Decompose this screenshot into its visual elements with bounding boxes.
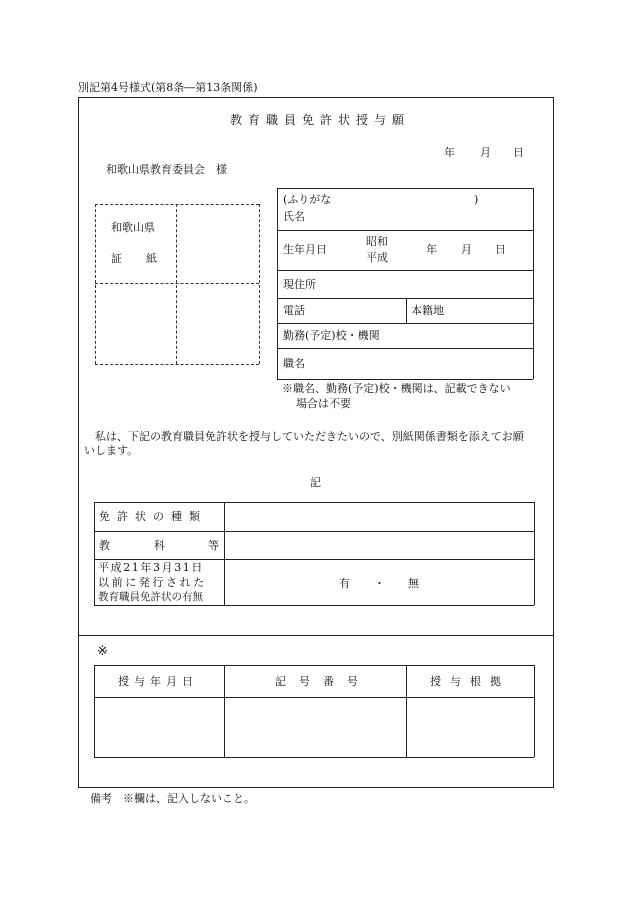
prior-license-label-2: 以前に発行された xyxy=(98,576,207,589)
domicile-label: 本籍地 xyxy=(411,304,444,317)
prior-license-yes: 有 xyxy=(339,577,350,590)
birthdate-label: 生年月日 xyxy=(283,243,327,256)
request-line-2: いします。 xyxy=(84,444,139,457)
date-day-label: 日 xyxy=(513,146,524,159)
addressee: 和歌山県教育委員会 様 xyxy=(106,163,227,176)
position-label: 職名 xyxy=(283,357,305,370)
license-type-label: 免許状の種類 xyxy=(99,510,207,523)
stamp-label-sho: 証 xyxy=(111,252,122,265)
grant-basis-header: 授与根拠 xyxy=(430,675,510,688)
stamp-label-prefecture: 和歌山県 xyxy=(111,221,155,234)
furigana-close-label: ) xyxy=(474,193,479,206)
era-heisei-label: 平成 xyxy=(366,251,388,264)
note-line-2: 場合は不要 xyxy=(296,397,351,410)
address-label: 現住所 xyxy=(283,278,316,291)
name-label: 氏名 xyxy=(283,210,305,223)
stamp-label-shi: 紙 xyxy=(146,252,157,265)
note-line-1: ※職名、勤務(予定)校・機関は、記載できない xyxy=(282,382,511,395)
form-title: 教育職員免許状授与願 xyxy=(230,113,411,127)
workplace-label: 勤務(予定)校・機関 xyxy=(283,329,380,342)
prior-license-no: 無 xyxy=(408,577,419,590)
subject-label-1: 教 xyxy=(99,539,110,552)
office-divider xyxy=(78,635,553,636)
prior-license-label-3: 教育職員免許状の有無 xyxy=(98,591,203,603)
birth-day-label: 日 xyxy=(495,243,506,256)
prior-license-label-1: 平成21年3月31日 xyxy=(98,561,204,574)
prior-license-separator: ・ xyxy=(374,577,385,590)
date-year-label: 年 xyxy=(444,146,455,159)
birth-year-label: 年 xyxy=(426,243,437,256)
ki-heading: 記 xyxy=(310,476,321,489)
date-month-label: 月 xyxy=(480,146,491,159)
request-line-1: 私は、下記の教育職員免許状を授与していただきたいので、別紙関係書類を添えてお願 xyxy=(95,430,524,443)
phone-label: 電話 xyxy=(283,304,305,317)
subject-label-2: 科 xyxy=(154,539,165,552)
era-showa-label: 昭和 xyxy=(366,235,388,248)
serial-number-header: 記号番号 xyxy=(275,675,371,688)
grant-date-header: 授与年月日 xyxy=(118,675,198,688)
office-mark: ※ xyxy=(97,644,108,659)
form-reference: 別記第4号様式(第8条―第13条関係) xyxy=(78,81,258,94)
birth-month-label: 月 xyxy=(461,243,472,256)
subject-label-3: 等 xyxy=(208,539,219,552)
footer-note: 備考 ※欄は、記入しないこと。 xyxy=(90,792,255,805)
furigana-open-label: (ふりがな xyxy=(283,193,332,206)
